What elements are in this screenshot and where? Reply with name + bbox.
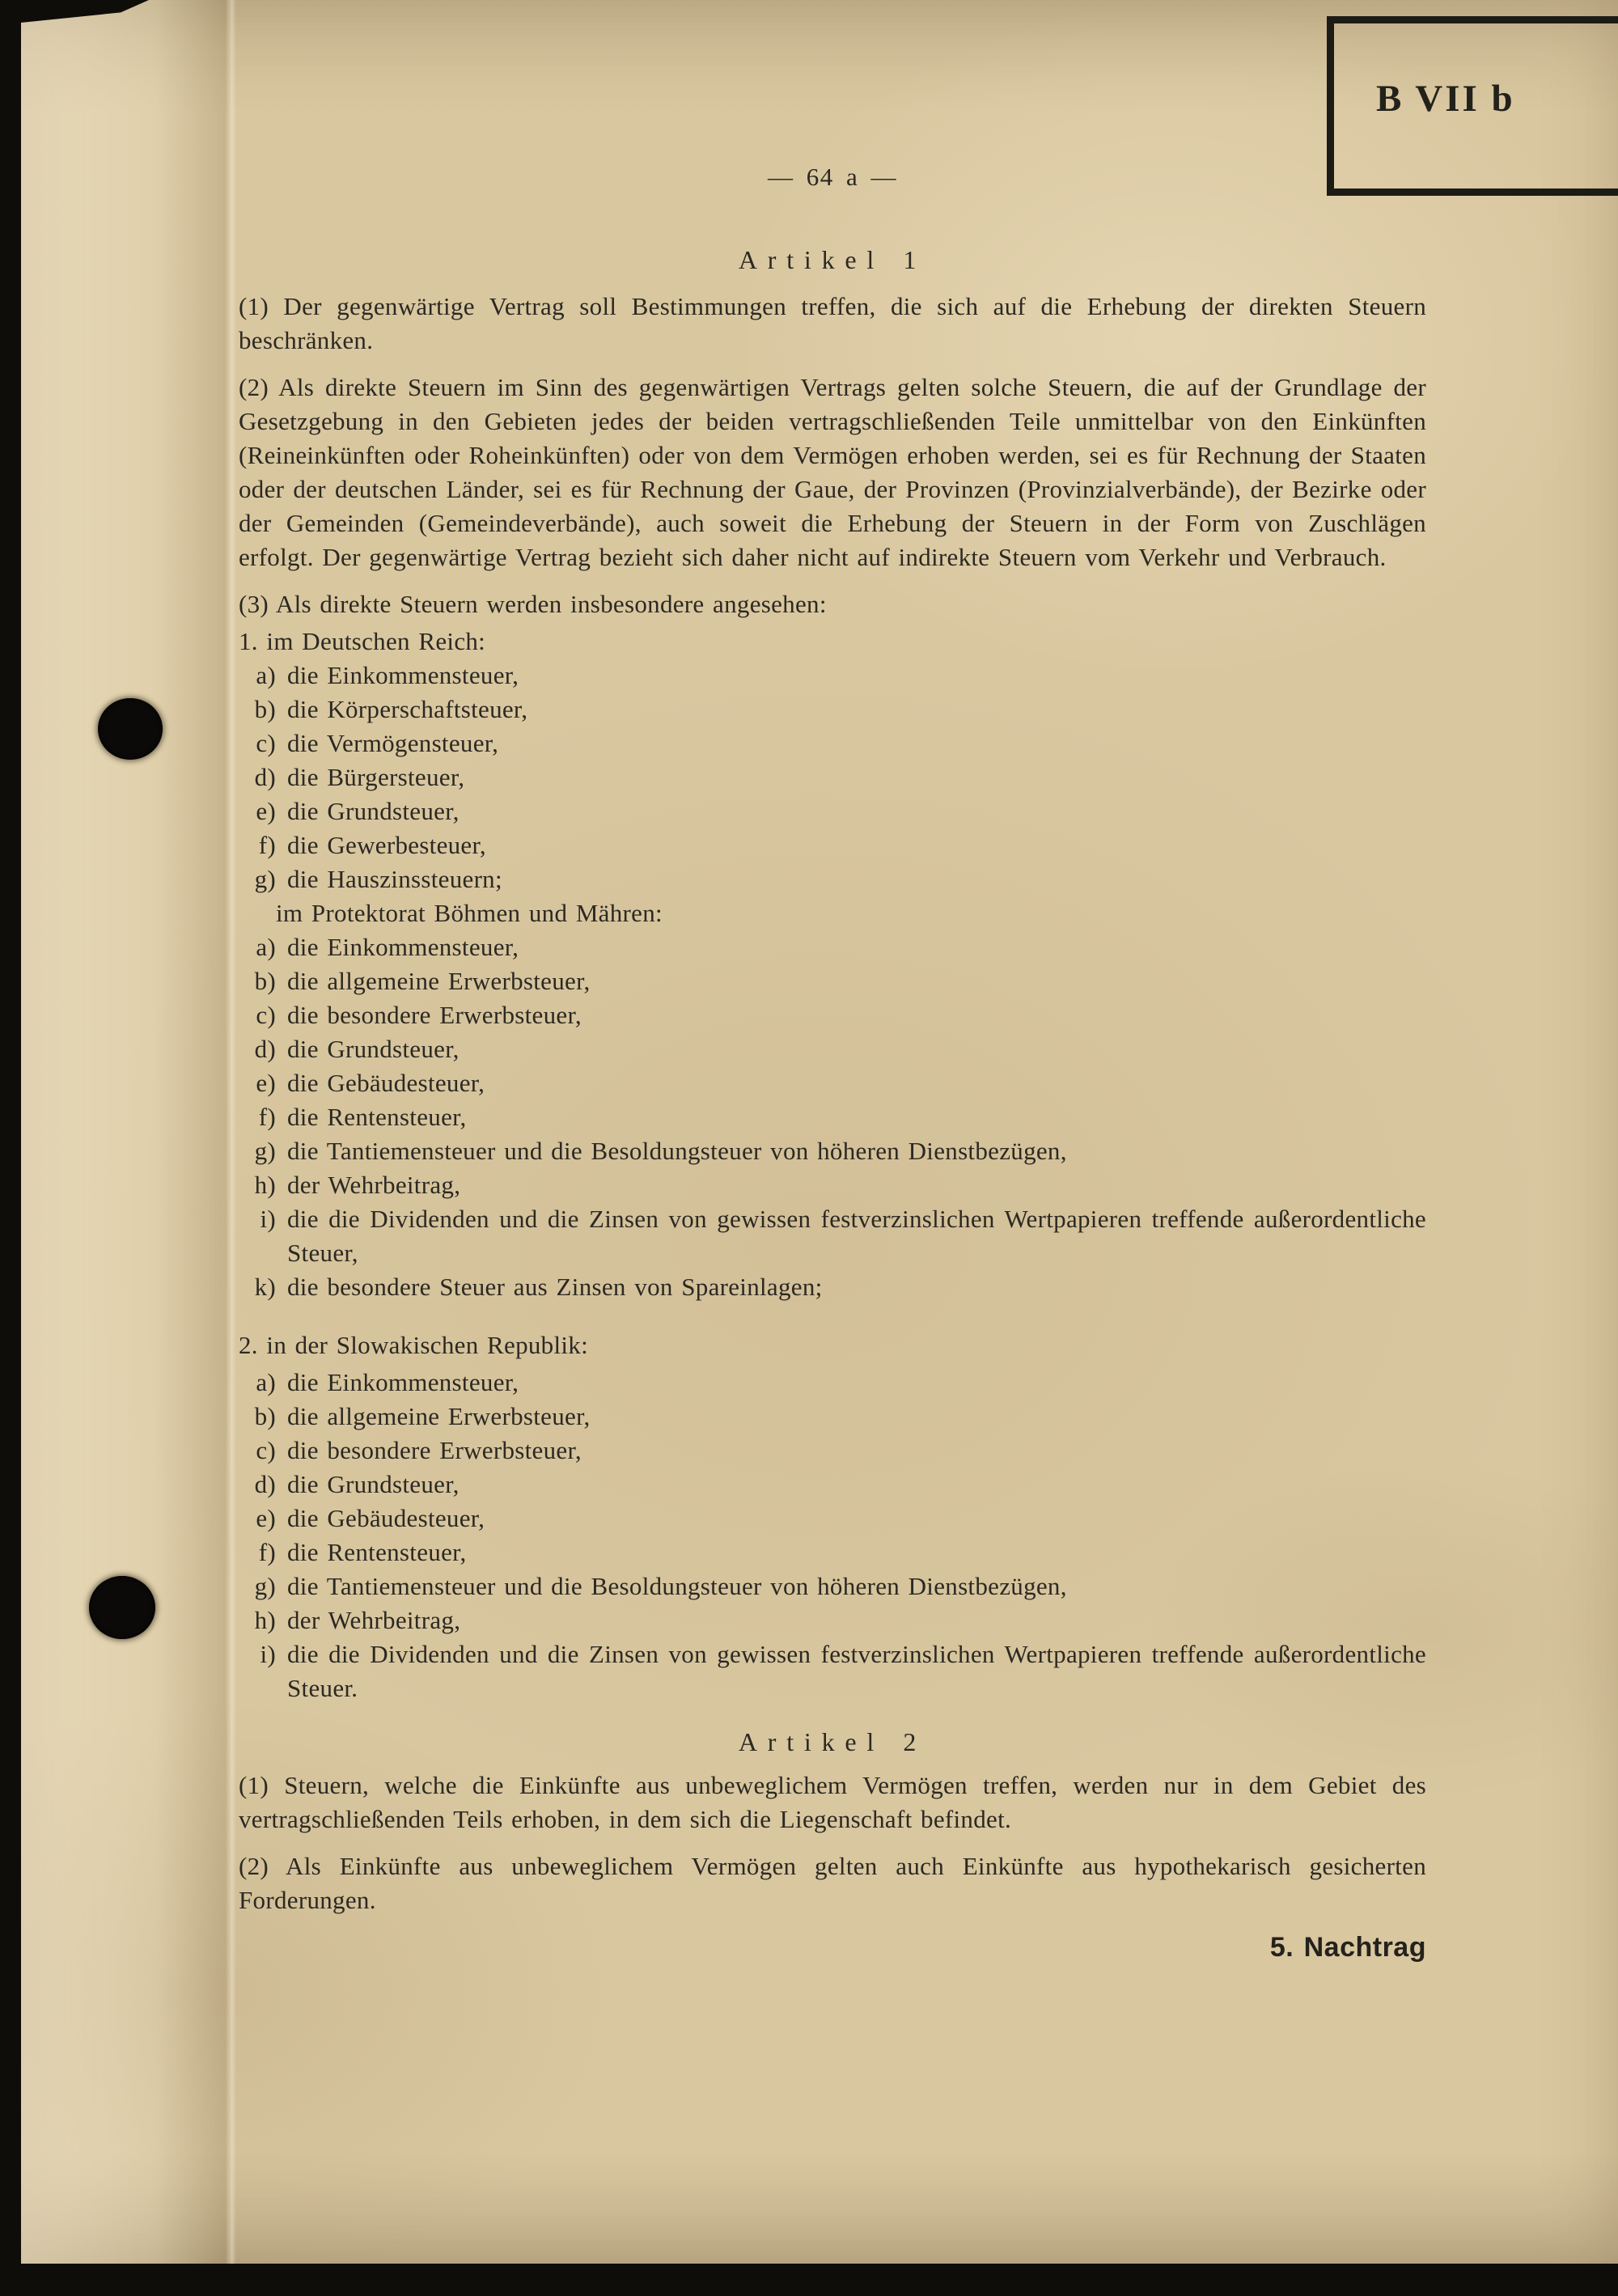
list-item-text: die Einkommensteuer, [287,661,519,689]
list-item-text: die die Dividenden und die Zinsen von gewissen festverzinslichen Wertpapieren treffende außerordentliche Steuer, [287,1205,1426,1267]
list-item [239,1434,1426,1468]
list-item-text: die besondere Erwerbsteuer, [287,1001,582,1029]
list-item-marker: d) [254,1035,276,1063]
corner-shadow [21,0,149,23]
list-item [239,1569,1426,1603]
list-item-text: die allgemeine Erwerbsteuer, [287,1402,591,1430]
list-item-text: die Rentensteuer, [287,1538,467,1566]
page-content [239,160,1426,1964]
list-item-marker: d) [254,1470,276,1498]
article-2-paragraph-1: (1) Steuern, welche die Einkünfte aus unbeweglichem Vermögen treffen, werden nur in dem Gebiet des vertragschließenden Teils erhoben, in dem sich die Liegenschaft befindet. [239,1771,1426,1833]
list-item-text: die Gewerbesteuer, [287,831,486,859]
list-item-marker: i) [260,1640,276,1668]
list-item-marker: b) [254,695,276,723]
list-item-marker: c) [256,729,276,757]
list-item-marker: h) [254,1606,276,1634]
list-item-marker: f) [258,1103,276,1131]
list-item [239,1637,1426,1705]
list-heading-slovak-republic: 2. in der Slowakischen Republik: [239,1331,589,1359]
list-item [239,1603,1426,1637]
list-item [239,1100,1426,1134]
list-item [239,1066,1426,1100]
page-number: — 64 a — [767,163,897,191]
list-item-text: die Tantiemensteuer und die Besoldungsteuer von höheren Dienstbezügen, [287,1137,1067,1165]
list-item-text: die Rentensteuer, [287,1103,467,1131]
list-item [239,1270,1426,1304]
list-item-marker: i) [260,1205,276,1233]
list-item-text: die allgemeine Erwerbsteuer, [287,967,591,995]
list-item-marker: a) [256,933,276,961]
list-item-marker: e) [256,1069,276,1097]
fold-crease [21,0,236,2264]
list-item-marker: a) [256,1368,276,1396]
tax-list-protektorat [239,930,1426,1304]
list-item-text: die Tantiemensteuer und die Besoldungsteuer von höheren Dienstbezügen, [287,1572,1067,1600]
list-item-text: die Vermögensteuer, [287,729,499,757]
list-item-marker: k) [254,1273,276,1301]
list-item-text: die besondere Erwerbsteuer, [287,1436,582,1464]
tax-list-german-reich [239,659,1426,896]
list-item [239,828,1426,862]
list-item-marker: f) [258,831,276,859]
list-item [239,1366,1426,1400]
classification-label: B VII b [1376,78,1515,120]
list-item-text: die Hauszinssteuern; [287,865,502,893]
article-1-title: Artikel 1 [738,245,927,274]
supplement-label: 5. Nachtrag [1269,1932,1426,1963]
list-item [239,1468,1426,1502]
list-item-text: die Grundsteuer, [287,1035,460,1063]
list-item-text: die Einkommensteuer, [287,1368,519,1396]
list-heading-protektorat: im Protektorat Böhmen und Mähren: [276,899,663,927]
list-item-text: der Wehrbeitrag, [287,1171,461,1199]
list-item-text: die Bürgersteuer, [287,763,465,791]
list-item [239,998,1426,1032]
list-item [239,862,1426,896]
list-item [239,964,1426,998]
list-item [239,1502,1426,1536]
list-item-text: die besondere Steuer aus Zinsen von Spareinlagen; [287,1273,823,1301]
list-item-marker: g) [254,865,276,893]
article-1-paragraph-1: (1) Der gegenwärtige Vertrag soll Bestimmungen treffen, die sich auf die Erhebung der direkten Steuern beschränken. [239,292,1426,354]
list-item-marker: e) [256,797,276,825]
list-item-text: die die Dividenden und die Zinsen von gewissen festverzinslichen Wertpapieren treffende außerordentliche Steuer. [287,1640,1426,1702]
article-1-paragraph-2: (2) Als direkte Steuern im Sinn des gegenwärtigen Vertrags gelten solche Steuern, die auf der Grundlage der Gesetzgebung in den Gebieten jedes der beiden vertragschließenden Teile unmittelbar von den Einkünften (Reineinkünften oder Roheinkünften) oder von dem Vermögen erhoben werden, sei es für Rechnung der Staaten oder der deutschen Länder, sei es für Rechnung der Gaue, der Provinzen (Provinzialverbände), der Bezirke oder der Gemeinden (Gemeindeverbände), auch soweit die Erhebung der Steuern in der Form von Zuschlägen erfolgt. Der gegenwärtige Vertrag bezieht sich daher nicht auf indirekte Steuern vom Verkehr und Verbrauch. [239,373,1426,571]
list-item [239,760,1426,794]
list-item [239,727,1426,760]
list-item-text: die Körperschaftsteuer, [287,695,528,723]
list-item-text: die Gebäudesteuer, [287,1504,485,1532]
punch-hole-bottom [89,1576,155,1639]
list-item-marker: g) [254,1137,276,1165]
list-item-marker: d) [254,763,276,791]
article-2-paragraph-2: (2) Als Einkünfte aus unbeweglichem Vermögen gelten auch Einkünfte aus hypothekarisch gesicherten Forderungen. [239,1852,1426,1914]
list-item-marker: a) [256,661,276,689]
list-item-marker: c) [256,1436,276,1464]
list-item [239,1134,1426,1168]
list-item-marker: b) [254,967,276,995]
list-item-marker: b) [254,1402,276,1430]
list-item-text: der Wehrbeitrag, [287,1606,461,1634]
list-item [239,1400,1426,1434]
list-item-text: die Einkommensteuer, [287,933,519,961]
paper-sheet [21,0,1618,2264]
punch-hole-top [98,698,163,760]
tax-list-slovak-republic [239,1366,1426,1705]
list-item-marker: g) [254,1572,276,1600]
list-item [239,1168,1426,1202]
list-item [239,1032,1426,1066]
list-item-marker: h) [254,1171,276,1199]
list-item-text: die Gebäudesteuer, [287,1069,485,1097]
list-item [239,659,1426,693]
article-1-paragraph-3: (3) Als direkte Steuern werden insbesondere angesehen: [239,590,827,618]
article-2-title: Artikel 2 [738,1727,927,1756]
list-item-text: die Grundsteuer, [287,1470,460,1498]
list-item [239,930,1426,964]
list-item [239,1202,1426,1270]
list-item [239,1536,1426,1569]
list-item [239,693,1426,727]
list-item-marker: e) [256,1504,276,1532]
list-item-marker: c) [256,1001,276,1029]
list-heading-german-reich: 1. im Deutschen Reich: [239,627,486,655]
list-item-text: die Grundsteuer, [287,797,460,825]
list-item-marker: f) [258,1538,276,1566]
list-item [239,794,1426,828]
